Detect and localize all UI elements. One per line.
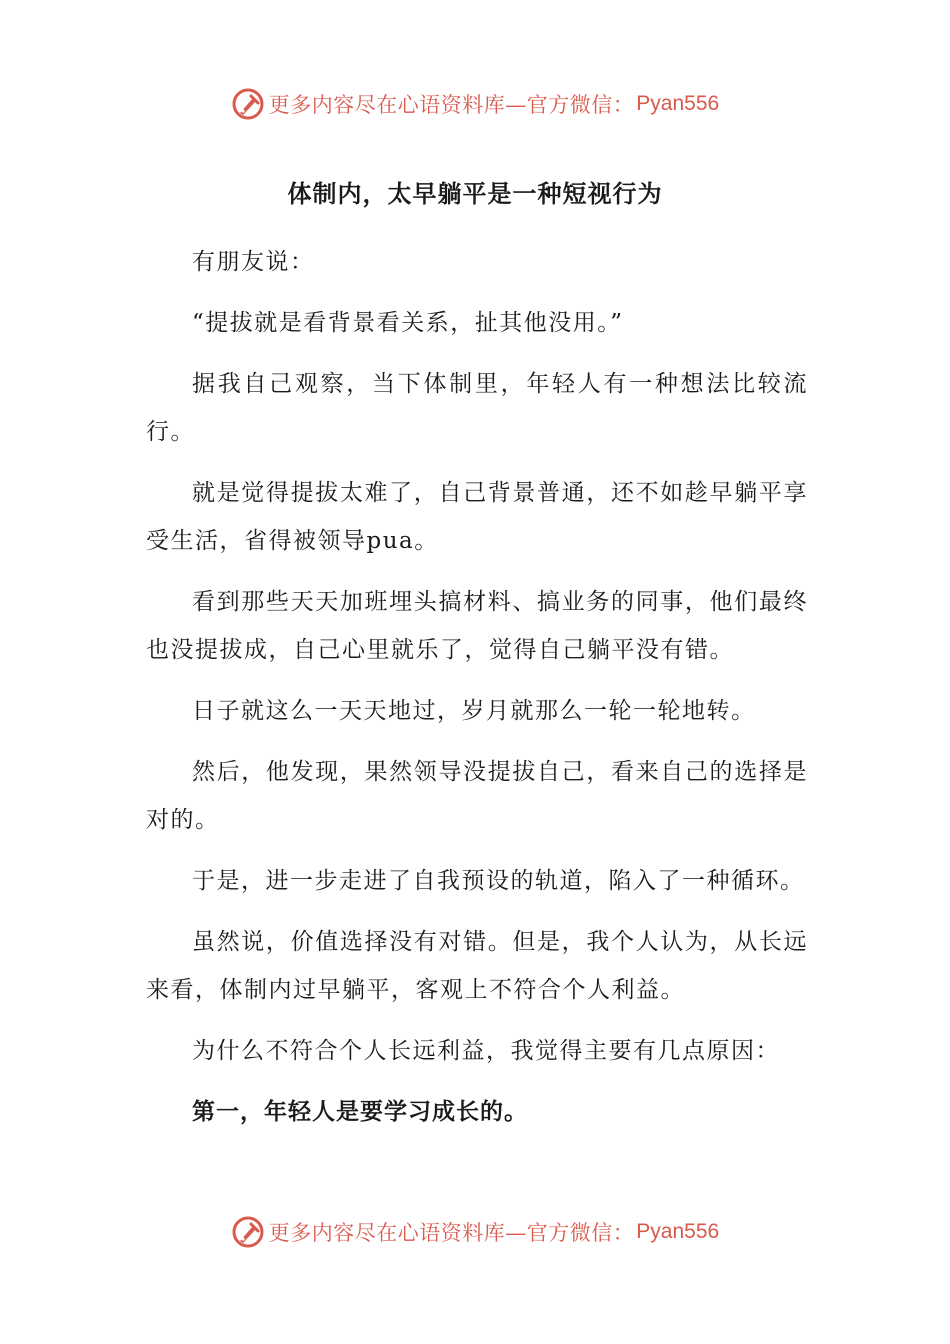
header-banner — [0, 84, 950, 124]
pen-nib-logo-icon — [231, 1215, 265, 1249]
banner-site-text: 更多内容尽在心语资料库—官方微信： — [268, 93, 635, 117]
pen-nib-logo-icon — [231, 87, 265, 121]
banner-site-text: 更多内容尽在心语资料库—官方微信： — [268, 1221, 635, 1245]
footer-banner — [0, 1212, 950, 1252]
article-title: 体制内，太早躺平是一种短视行为 — [287, 180, 663, 208]
banner-wechat-handle: Pyan556 — [636, 1220, 720, 1243]
paragraph: 然后，他发现，果然领导没提拔自己，看来自己的选择是对的。 — [146, 759, 808, 833]
paragraph: 虽然说，价值选择没有对错。但是，我个人认为，从长远来看，体制内过早躺平，客观上不符合个人利益。 — [146, 929, 808, 1003]
article-body — [146, 238, 808, 1149]
paragraph: 为什么不符合个人长远利益，我觉得主要有几点原因： — [192, 1038, 780, 1064]
paragraph: 于是，进一步走进了自我预设的轨道，陷入了一种循环。 — [192, 868, 805, 894]
paragraph: 有朋友说： — [192, 249, 315, 275]
paragraph: 就是觉得提拔太难了，自己背景普通，还不如趁早躺平享受生活，省得被领导pua。 — [146, 480, 808, 554]
banner-wechat-handle: Pyan556 — [636, 92, 720, 115]
paragraph: 日子就这么一天天地过，岁月就那么一轮一轮地转。 — [192, 698, 756, 724]
paragraph: 看到那些天天加班埋头搞材料、搞业务的同事，他们最终也没提拔成，自己心里就乐了，觉得自己躺平没有错。 — [146, 589, 808, 663]
paragraph: 据我自己观察，当下体制里，年轻人有一种想法比较流行。 — [146, 371, 808, 445]
section-heading: 第一，年轻人是要学习成长的。 — [192, 1099, 528, 1125]
paragraph: “提拔就是看背景看关系，扯其他没用。” — [192, 310, 624, 336]
